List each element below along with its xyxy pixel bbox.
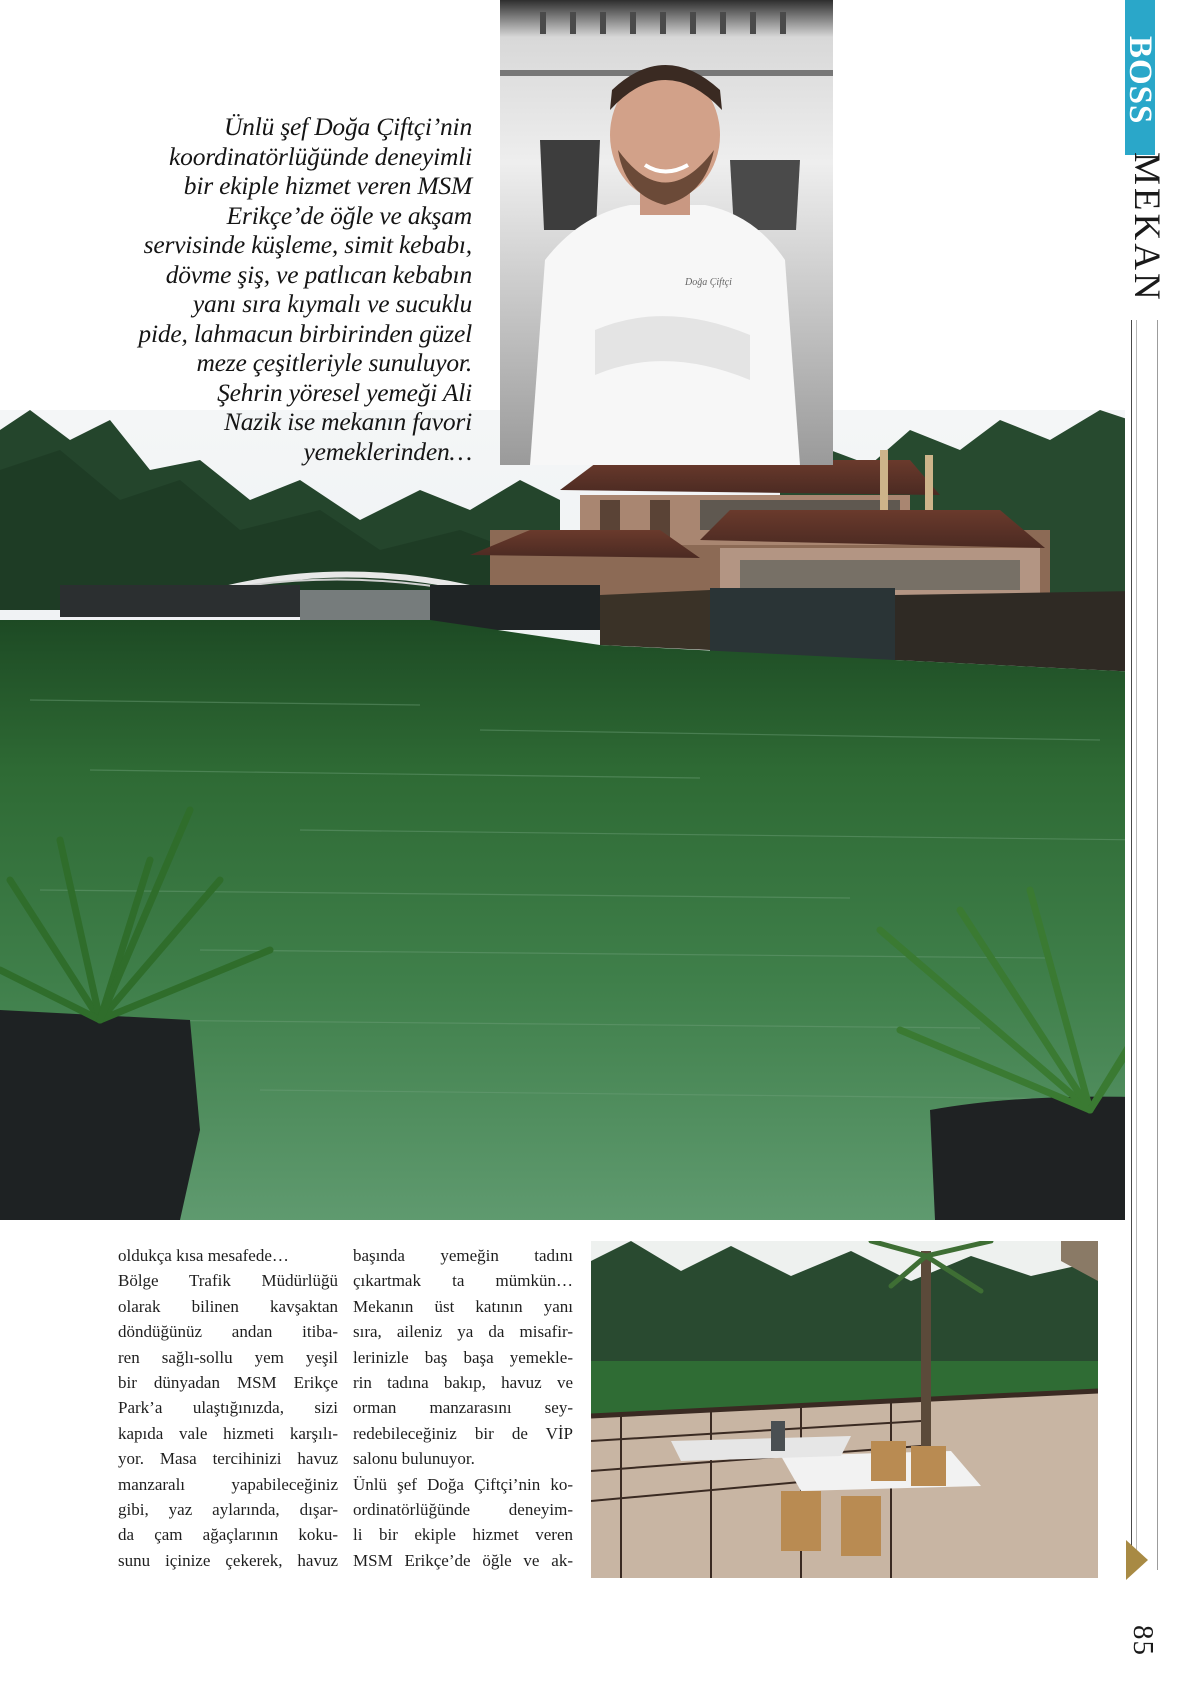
body-line: li bir ekiple hizmet veren: [353, 1525, 573, 1545]
pull-quote-line: Nazik ise mekanın favori: [223, 407, 472, 436]
body-line: ordinatörlüğünde deneyim-: [353, 1500, 573, 1520]
pull-quote-line: meze çeşitleriyle sunuluyor.: [196, 348, 472, 377]
body-line: bir dünyadan MSM Erikçe: [118, 1373, 338, 1393]
pull-quote-line: bir ekiple hizmet veren MSM: [183, 171, 472, 200]
body-column-1: [118, 1243, 338, 1573]
body-line: oldukça kısa mesafede…: [118, 1246, 289, 1265]
chef-jacket-embroidery: Doğa Çiftçi: [685, 277, 732, 288]
body-line: rin tadına bakıp, havuz ve: [353, 1373, 573, 1393]
pond-photo-illustration: [0, 410, 1200, 1220]
pull-quote-line: Ünlü şef Doğa Çiftçi’nin: [223, 112, 472, 141]
pull-quote-line: Şehrin yöresel yemeği Ali: [217, 377, 472, 407]
pull-quote-line: Erikçe’de öğle ve akşam: [226, 200, 472, 230]
pull-quote-line: koordinatörlüğünde deneyimli: [169, 141, 472, 171]
body-line: da çam ağaçlarının koku-: [118, 1525, 338, 1545]
body-line: MSM Erikçe’de öğle ve ak-: [353, 1550, 573, 1570]
body-line: Mekanın üst katının yanı: [353, 1296, 573, 1316]
margin-rule: [1131, 320, 1132, 1570]
terrace-photo: [591, 1241, 1098, 1578]
body-line: orman manzarasını sey-: [353, 1398, 573, 1418]
pull-quote-line: yanı sıra kıymalı ve sucuklu: [192, 289, 472, 318]
body-line: ren sağlı-sollu yem yeşil: [118, 1347, 338, 1367]
terrace-photo-illustration: [591, 1241, 1098, 1578]
margin-rule: [1157, 320, 1158, 1570]
body-line: manzaralı yapabileceğiniz: [118, 1474, 338, 1494]
pull-quote: [110, 112, 472, 466]
pull-quote-line: dövme şiş, ve patlıcan kebabın: [165, 259, 472, 289]
pond-restaurant-photo: [0, 410, 1200, 1220]
body-line: Park’a ulaştığınızda, sizi: [118, 1398, 338, 1418]
page-arrow-icon: [1126, 1540, 1148, 1580]
pull-quote-line: pide, lahmacun birbirinden güzel: [138, 318, 472, 348]
chef-portrait-illustration: [500, 0, 833, 465]
body-line: sunu içinize çekerek, havuz: [118, 1550, 338, 1570]
body-line: olarak bilinen kavşaktan: [118, 1296, 338, 1316]
brand-label: BOSS: [1122, 36, 1158, 125]
page-number: 85: [1127, 1625, 1159, 1656]
body-column-2: [353, 1243, 573, 1573]
body-line: Bölge Trafik Müdürlüğü: [118, 1271, 338, 1291]
pull-quote-line: servisinde küşleme, simit kebabı,: [143, 230, 472, 259]
margin-rule: [1136, 320, 1137, 1570]
section-label: MEKAN: [1126, 152, 1167, 303]
body-line: kapıda vale hizmeti karşılı-: [118, 1423, 338, 1443]
body-line: redebileceğiniz bir de VİP: [353, 1423, 573, 1443]
body-line: lerinizle baş başa yemekle-: [353, 1347, 573, 1367]
chef-portrait-photo: [500, 0, 833, 465]
pull-quote-line: yemeklerinden…: [303, 436, 472, 466]
body-line: sıra, aileniz ya da misafir-: [353, 1322, 573, 1342]
body-line: yor. Masa tercihinizi havuz: [118, 1449, 338, 1469]
body-line: Ünlü şef Doğa Çiftçi’nin ko-: [353, 1474, 573, 1494]
body-line: döndüğünüz andan itiba-: [118, 1322, 338, 1342]
body-line: başında yemeğin tadını: [353, 1246, 573, 1265]
body-line: çıkartmak ta mümkün…: [353, 1271, 573, 1291]
body-line: salonu bulunuyor.: [353, 1449, 475, 1469]
body-line: gibi, yaz aylarında, dışar-: [118, 1500, 338, 1520]
